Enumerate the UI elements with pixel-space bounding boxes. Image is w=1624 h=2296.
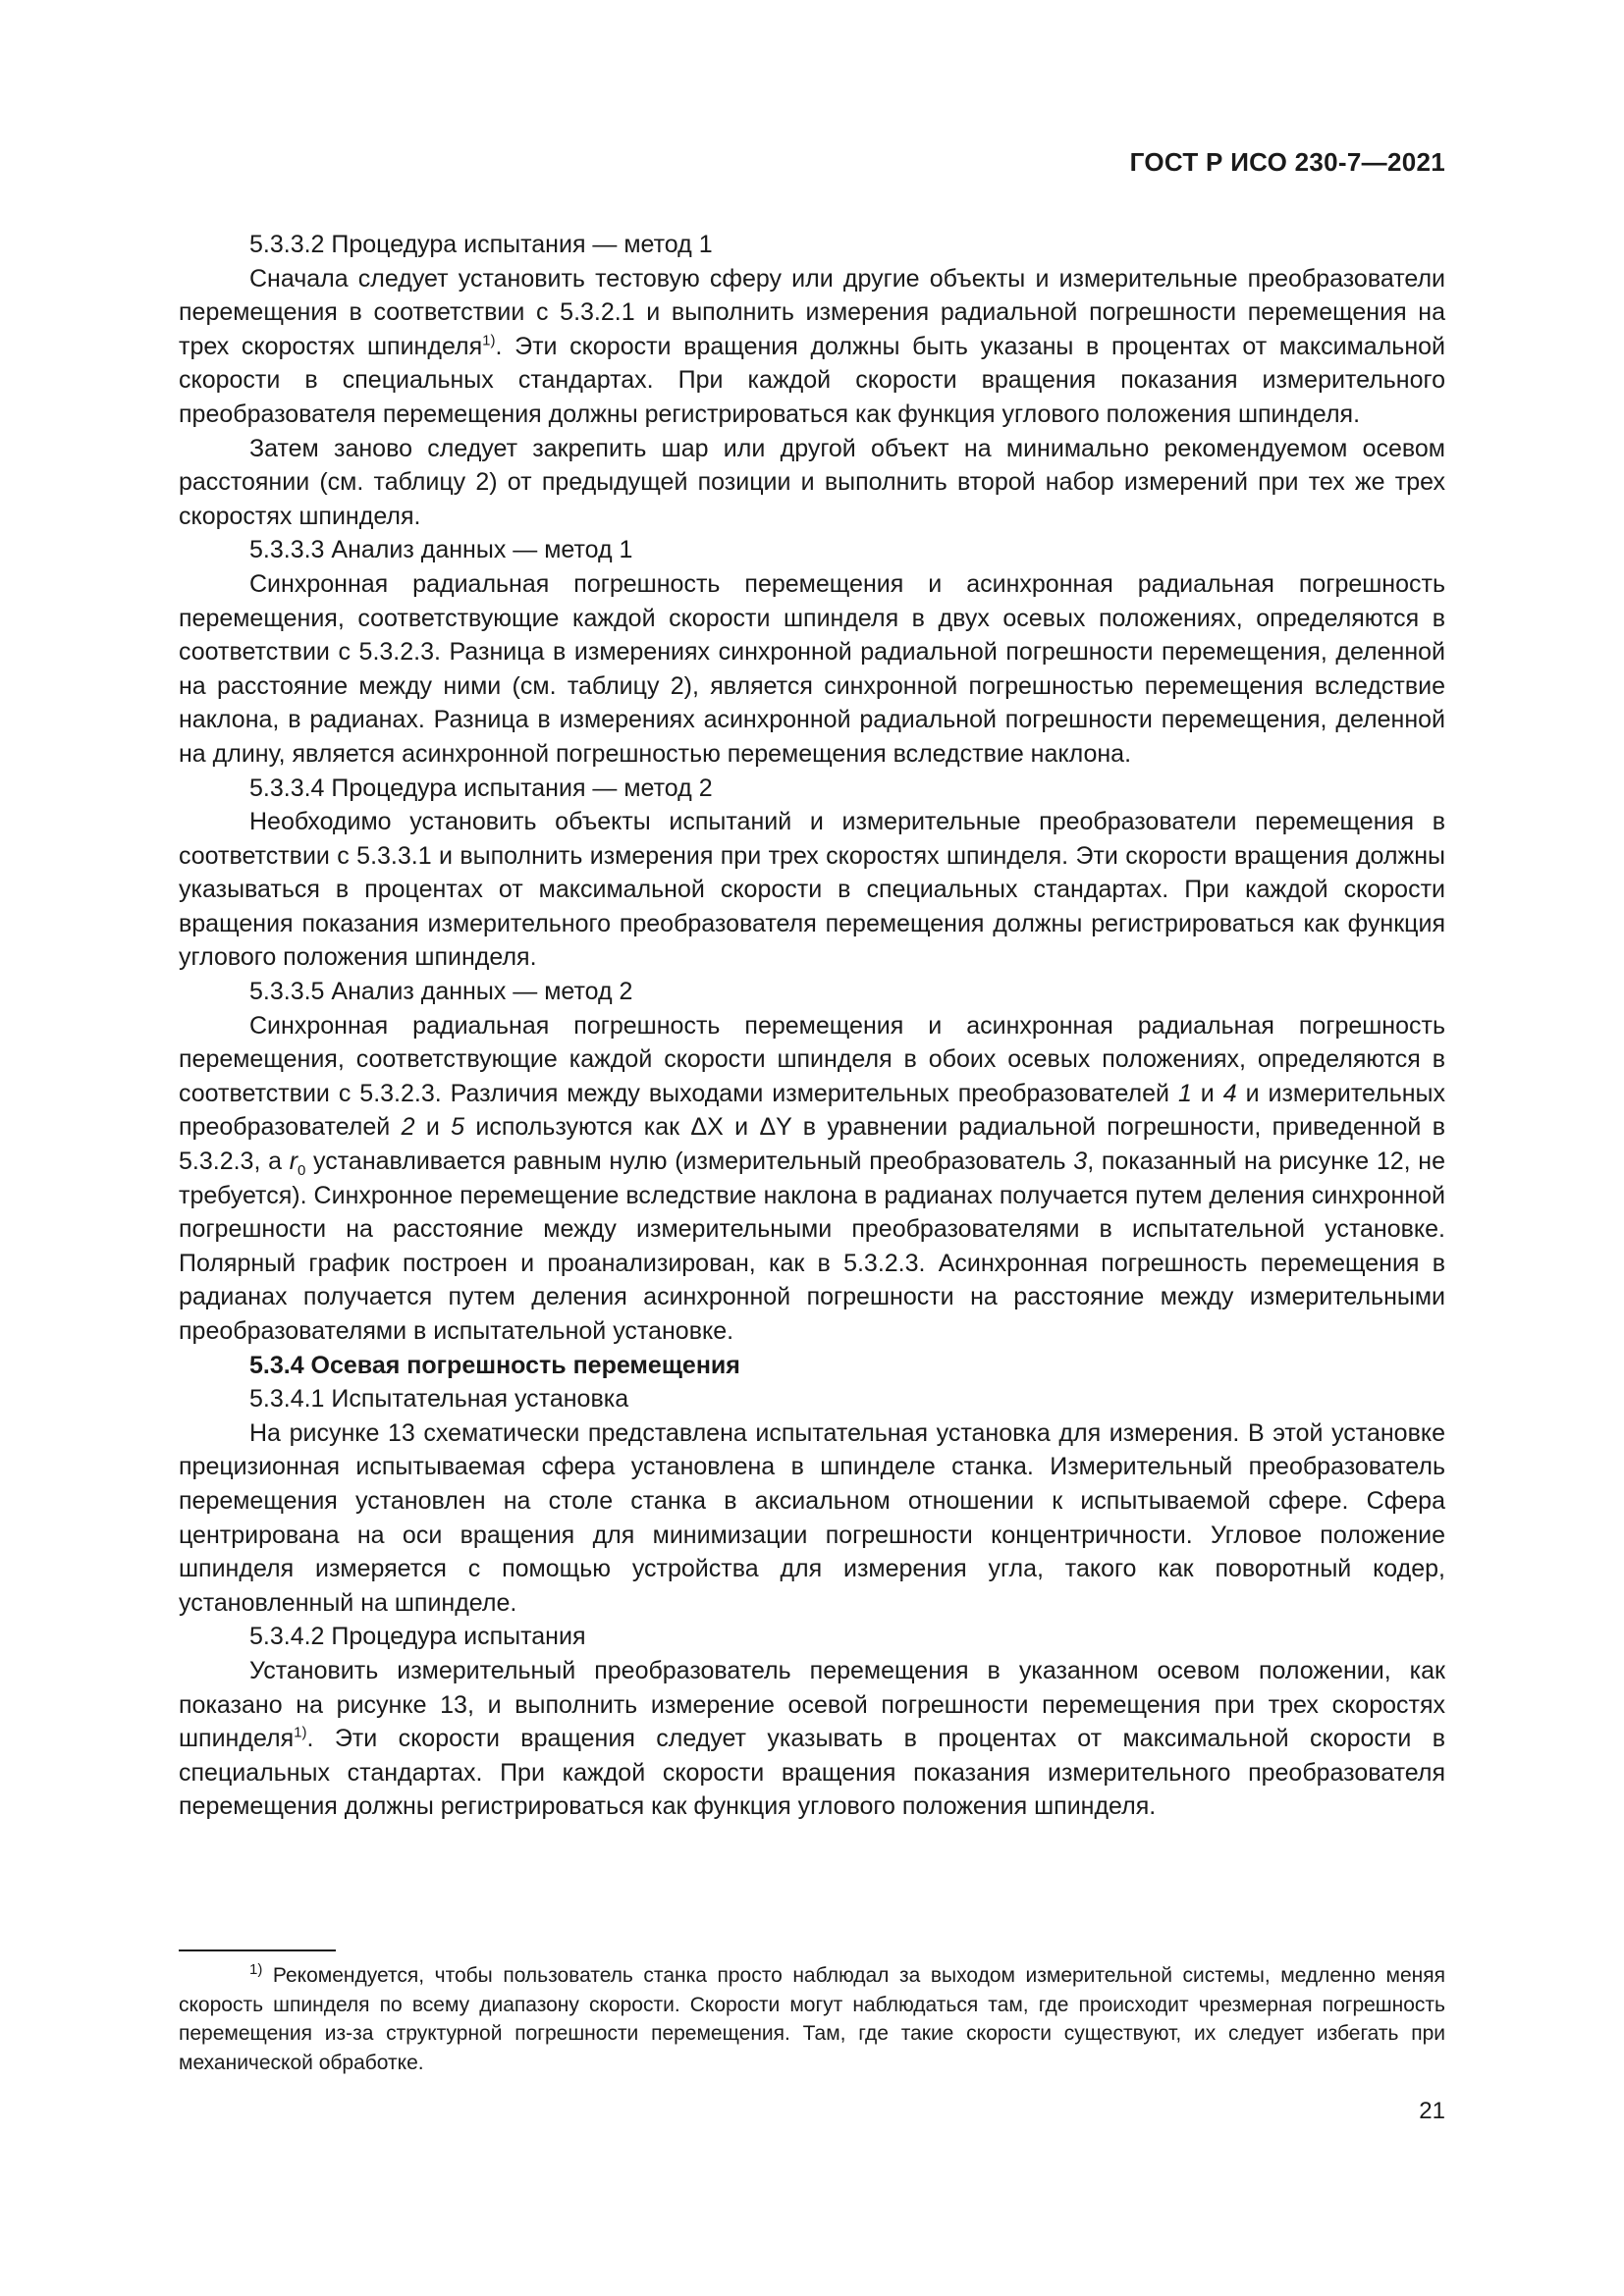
paragraph-text: Сначала следует установить тестовую сферу или другие объекты и измерительные преобразователи перемещения в соответствии с 5.3.2.1 и выполнить измерения радиальной погрешности перемещения на трех скоростях шпинделя	[179, 264, 1445, 360]
paragraph: На рисунке 13 схематически представлена испытательная установка для измерения. В этой установке прецизионная испытываемая сфера установлена в шпинделе станка. Измерительный преобразователь перемещения установлен на столе станка в аксиальном отношении к испытываемой сфере. Сфера центрирована на оси вращения для минимизации погрешности концентричности. Угловое положение шпинделя измеряется с помощью устройства для измерения угла, такого как поворотный кодер, установленный на шпинделе.	[179, 1418, 1445, 1617]
paragraph	[179, 1654, 1445, 1824]
section-heading-5-3-4-2: 5.3.4.2 Процедура испытания	[249, 1623, 586, 1651]
paragraph-text: и	[414, 1113, 452, 1142]
italic-ref: 1	[1177, 1079, 1192, 1107]
section-heading-5-3-4-1: 5.3.4.1 Испытательная установка	[249, 1385, 629, 1414]
paragraph-text: используются как ΔX и ΔY в уравнении радиальной погрешности, приведенной в 5.3.2.3, а	[179, 1113, 1445, 1176]
italic-ref: 3	[1073, 1148, 1088, 1176]
italic-ref: 2	[401, 1113, 415, 1142]
document-header: ГОСТ Р ИСО 230-7—2021	[1129, 147, 1445, 177]
footnote-text: Рекомендуется, чтобы пользователь станка просто наблюдал за выходом измерительной системы, медленно меняя скорость шпинделя по всему диапазону скорости. Скорости могут наблюдаться там, где происходит чрезмерная погрешность перемещения из-за структурной погрешности перемещения. Там, где такие скорости существуют, их следует избегать при механической обработке.	[179, 1964, 1445, 2074]
footnote-divider	[179, 1949, 336, 1951]
paragraph-text: . Эти скорости вращения следует указывать в процентах от максимальной скорости в специальных стандартах. При каждой скорости вращения показания измерительного преобразователя перемещения должны регистрироваться как функция углового положения шпинделя.	[179, 1725, 1445, 1821]
footnotes	[179, 1961, 1445, 2077]
italic-ref: 5	[451, 1113, 465, 1142]
paragraph: Необходимо установить объекты испытаний и измерительные преобразователи перемещения в соответствии с 5.3.3.1 и выполнить измерения при трех скоростях шпинделя. Эти скорости вращения должны указываться в процентах от максимальной скорости в специальных стандартах. При каждой скорости вращения показания измерительного преобразователя перемещения должны регистрироваться как функция углового положения шпинделя.	[179, 808, 1445, 972]
section-heading-5-3-3-5: 5.3.3.5 Анализ данных — метод 2	[249, 978, 633, 1006]
paragraph	[179, 1009, 1445, 1349]
math-variable: r	[289, 1148, 298, 1176]
paragraph	[179, 262, 1445, 432]
footnote	[179, 1961, 1445, 2077]
section-heading-5-3-3-3: 5.3.3.3 Анализ данных — метод 1	[249, 536, 633, 564]
paragraph-text: , показанный на рисунке 12, не требуется). Синхронное перемещение вследствие наклона в радианах получается путем деления синхронной погрешности на расстояние между измерительными преобразователями в испытательной установке. Полярный график построен и проанализирован, как в 5.3.2.3. Асинхронная погрешность перемещения в радианах получается путем деления асинхронной погрешности на расстояние между измерительными преобразователями в испытательной установке.	[179, 1148, 1446, 1345]
section-heading-5-3-3-4: 5.3.3.4 Процедура испытания — метод 2	[249, 774, 713, 802]
document-body	[179, 228, 1445, 1824]
section-heading-5-3-4: 5.3.4 Осевая погрешность перемещения	[249, 1351, 740, 1379]
section-heading-5-3-3-2: 5.3.3.2 Процедура испытания — метод 1	[249, 231, 713, 258]
paragraph: Синхронная радиальная погрешность перемещения и асинхронная радиальная погрешность перемещения, соответствующие каждой скорости шпинделя в двух осевых положениях, определяются в соответствии с 5.3.2.3. Разница в измерениях синхронной радиальной погрешности перемещения, деленной на расстояние между ними (см. таблицу 2), является синхронной погрешностью перемещения вследствие наклона, в радианах. Разница в измерениях асинхронной радиальной погрешности перемещения, деленной на длину, является асинхронной погрешностью перемещения вследствие наклона.	[179, 569, 1445, 768]
page-number: 21	[1419, 2098, 1445, 2124]
footnote-ref[interactable]: 1)	[482, 332, 496, 349]
paragraph-text: и	[1191, 1079, 1223, 1107]
paragraph-text: Синхронная радиальная погрешность перемещения и асинхронная радиальная погрешность перемещения, соответствующие каждой скорости шпинделя в обоих осевых положениях, определяются в соответствии с 5.3.2.3. Различия между выходами измерительных преобразователей	[179, 1011, 1445, 1107]
footnote-marker: 1)	[249, 1961, 263, 1978]
paragraph-text: устанавливается равным нулю (измерительный преобразователь	[305, 1148, 1074, 1176]
paragraph-text: и измерительных преобразователей	[179, 1079, 1446, 1142]
paragraph-text: Установить измерительный преобразователь перемещения в указанном осевом положении, как показано на рисунке 13, и выполнить измерение осевой погрешности перемещения при трех скоростях шпинделя	[179, 1656, 1445, 1753]
paragraph: Затем заново следует закрепить шар или другой объект на минимально рекомендуемом осевом расстоянии (см. таблицу 2) от предыдущей позиции и выполнить второй набор измерений при тех же трех скоростях шпинделя.	[179, 434, 1445, 530]
math-subscript: 0	[298, 1162, 306, 1180]
paragraph-text: . Эти скорости вращения должны быть указаны в процентах от максимальной скорости в специальных стандартах. При каждой скорости вращения показания измерительного преобразователя перемещения должны регистрироваться как функция углового положения шпинделя.	[179, 332, 1445, 428]
footnote-ref[interactable]: 1)	[294, 1724, 307, 1741]
italic-ref: 4	[1222, 1079, 1237, 1107]
